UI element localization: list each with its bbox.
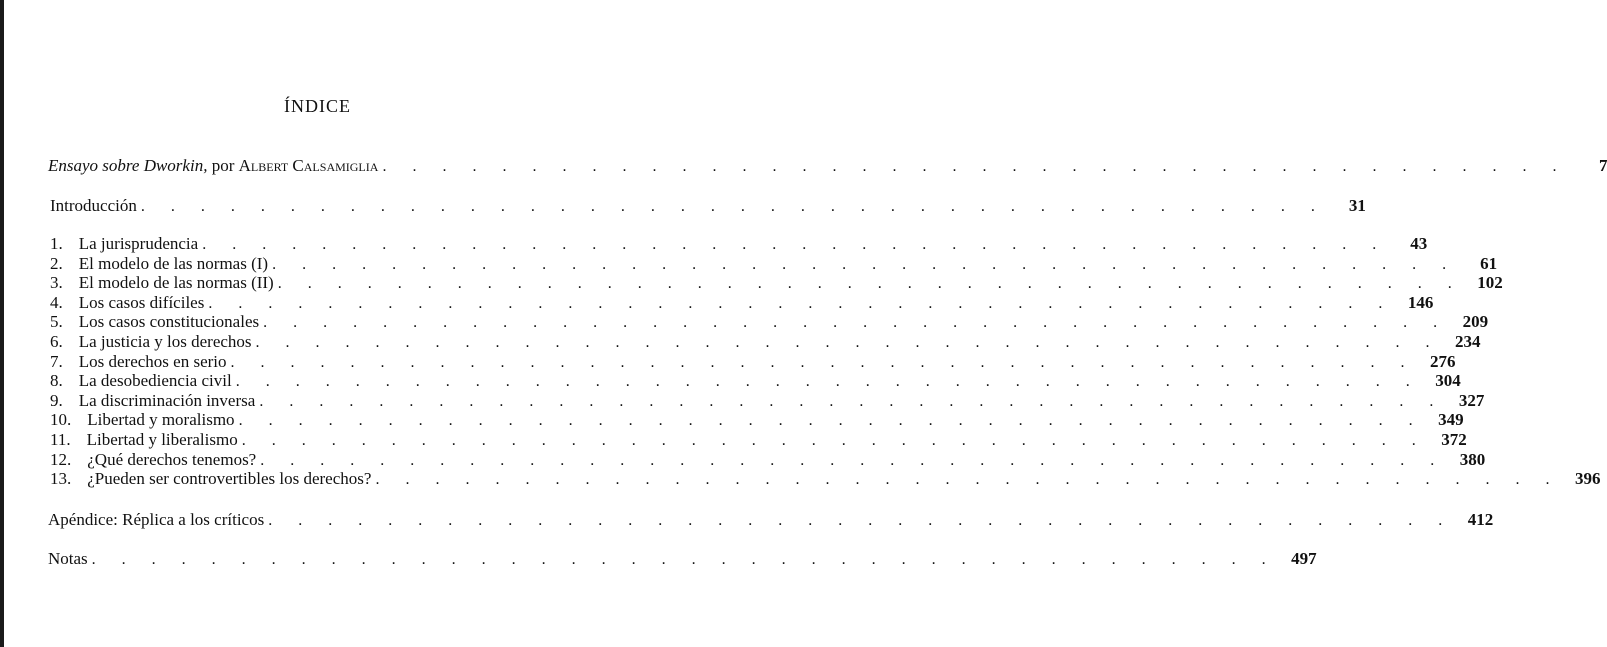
essay-title: Ensayo sobre Dworkin, (48, 156, 208, 175)
leader-dots: . . . . . . . . . . . . . . . . . . . . . . . . . . . . . . . . . . . . . . . . (375, 471, 1561, 489)
toc-entry-label: ¿Pueden ser controvertibles los derechos? (87, 469, 372, 489)
toc-entry-chapter[interactable] (50, 351, 1456, 372)
toc-entry-label: Libertad y liberalismo (86, 430, 238, 449)
chapter-number: 8. (50, 371, 63, 391)
essay-by: por (207, 156, 239, 175)
toc-entry-chapter[interactable] (50, 332, 1481, 352)
toc-entry-label: Notas (48, 549, 88, 568)
chapter-number: 5. (50, 312, 63, 332)
toc-entry-notes[interactable] (48, 549, 1317, 569)
leader-dots: . . . . . . . . . . . . . . . . . . . . . . . . . . . . . . . . . . . . . . . . (230, 353, 1416, 371)
toc-entry-label: La justicia y los derechos (78, 332, 252, 351)
page-number: 43 (1410, 234, 1428, 253)
toc-entry-label: Introducción (50, 196, 137, 215)
page-number: 412 (1467, 510, 1494, 529)
chapter-number: 6. (50, 332, 63, 351)
page-number: 304 (1435, 371, 1461, 391)
leader-dots: . . . . . . . . . . . . . . . . . . . . . . . . . . . . . . . . . . . . . . . . (202, 236, 1388, 253)
chapter-number: 9. (50, 390, 63, 410)
page-number: 234 (1455, 332, 1481, 351)
page-number: 276 (1430, 351, 1456, 371)
toc-entry-chapter[interactable] (50, 273, 1503, 293)
page-number: 209 (1462, 312, 1489, 332)
toc-entry-label: El modelo de las normas (II) (78, 273, 274, 293)
toc-entry-chapter[interactable] (50, 430, 1467, 450)
toc-entry-chapter[interactable] (50, 410, 1464, 430)
leader-dots: . . . . . . . . . . . . . . . . . . . . . . . . . . . . . . . . . . . . . . . . (208, 294, 1394, 312)
page-number: 497 (1291, 549, 1317, 568)
toc-entry-chapter[interactable] (50, 469, 1601, 489)
chapter-number: 12. (50, 449, 72, 469)
page-number: 372 (1441, 430, 1467, 449)
toc-entry-chapter[interactable] (50, 292, 1434, 313)
toc-entry-chapter[interactable] (50, 253, 1498, 274)
page-number: 380 (1459, 449, 1486, 469)
chapter-number: 13. (50, 469, 72, 489)
chapter-number: 2. (50, 253, 63, 273)
leader-dots: . . . . . . . . . . . . . . . . . . . . . . . . . . . . . . . . . . . . . . . . (260, 451, 1446, 469)
leader-dots: . . . . . . . . . . . . . . . . . . . . . . . . . . . . . . . . . . . . . . . . (238, 412, 1424, 430)
toc-entry-label: Los derechos en serio (78, 351, 227, 371)
leader-dots: . . . . . . . . . . . . . . . . . . . . . . . . . . . . . . . . . . . . . . . . (140, 198, 1326, 215)
leader-dots: . . . . . . . . . . . . . . . . . . . . . . . . . . . . . . . . . . . . . . . . (241, 432, 1427, 449)
toc-entry-chapter[interactable] (50, 449, 1486, 470)
leader-dots: . . . . . . . . . . . . . . . . . . . . . . . . . . . . . . . . . . . . . . . . (255, 334, 1441, 351)
toc-entry-label: La jurisprudencia (78, 234, 199, 253)
page-number: 61 (1480, 253, 1498, 273)
toc-entry-appendix[interactable] (48, 510, 1494, 530)
toc-entry-chapter[interactable] (50, 234, 1428, 254)
toc-entry-chapter[interactable] (50, 312, 1489, 332)
leader-dots: . . . . . . . . . . . . . . . . . . . . . . . . . . . . . . . . . . . . . . . . (272, 255, 1458, 273)
toc-entry-label: Los casos difíciles (78, 292, 205, 312)
page-number: 7 (1598, 156, 1607, 175)
toc-entry-label: El modelo de las normas (I) (78, 253, 269, 273)
chapter-number: 1. (50, 234, 63, 253)
page-number: 146 (1407, 292, 1434, 312)
toc-entry-label: La discriminación inversa (78, 390, 256, 410)
leader-dots: . . . . . . . . . . . . . . . . . . . . . . . . . . . . . . . . . . . . . . . . (259, 392, 1445, 410)
chapter-number: 10. (50, 410, 72, 430)
chapter-number: 11. (50, 430, 71, 449)
page-number: 327 (1458, 390, 1485, 410)
chapter-number: 3. (50, 273, 63, 293)
page-number: 396 (1574, 469, 1601, 489)
toc-entry-chapter[interactable] (50, 371, 1461, 391)
chapter-number: 7. (50, 351, 63, 371)
leader-dots: . . . . . . . . . . . . . . . . . . . . . . . . . . . . . . . . . . . . . . . . (268, 512, 1454, 529)
page-title: ÍNDICE (284, 96, 351, 116)
leader-dots: . . . . . . . . . . . . . . . . . . . . . . . . . . . . . . . . . . . . . . . . (277, 275, 1463, 293)
leader-dots: . . . . . . . . . . . . . . . . . . . . . . . . . . . . . . . . . . . . . . . . (382, 158, 1568, 175)
toc-entry-essay[interactable] (48, 156, 1607, 176)
toc-entry-chapter[interactable] (50, 390, 1485, 411)
essay-author: Albert Calsamiglia (238, 156, 379, 175)
chapter-number: 4. (50, 292, 63, 312)
leader-dots: . . . . . . . . . . . . . . . . . . . . . . . . . . . . . . . . . . . . . . . . (235, 373, 1421, 391)
toc-entry-label: Apéndice: Réplica a los críticos (48, 510, 265, 529)
page-number: 349 (1438, 410, 1464, 430)
toc-entry-label: Los casos constitucionales (78, 312, 260, 332)
toc-entry-label: La desobediencia civil (78, 371, 232, 391)
toc-entry-label: Libertad y moralismo (87, 410, 235, 430)
leader-dots: . . . . . . . . . . . . . . . . . . . . . . . . . . . . . . . . . . . . . . . . (91, 551, 1277, 568)
leader-dots: . . . . . . . . . . . . . . . . . . . . . . . . . . . . . . . . . . . . . . . . (263, 314, 1449, 332)
toc-entry-label (48, 156, 378, 176)
page-number: 31 (1348, 196, 1366, 215)
toc-entry-label: ¿Qué derechos tenemos? (87, 449, 257, 469)
page-number: 102 (1477, 273, 1503, 293)
toc-entry-intro[interactable] (50, 196, 1366, 216)
